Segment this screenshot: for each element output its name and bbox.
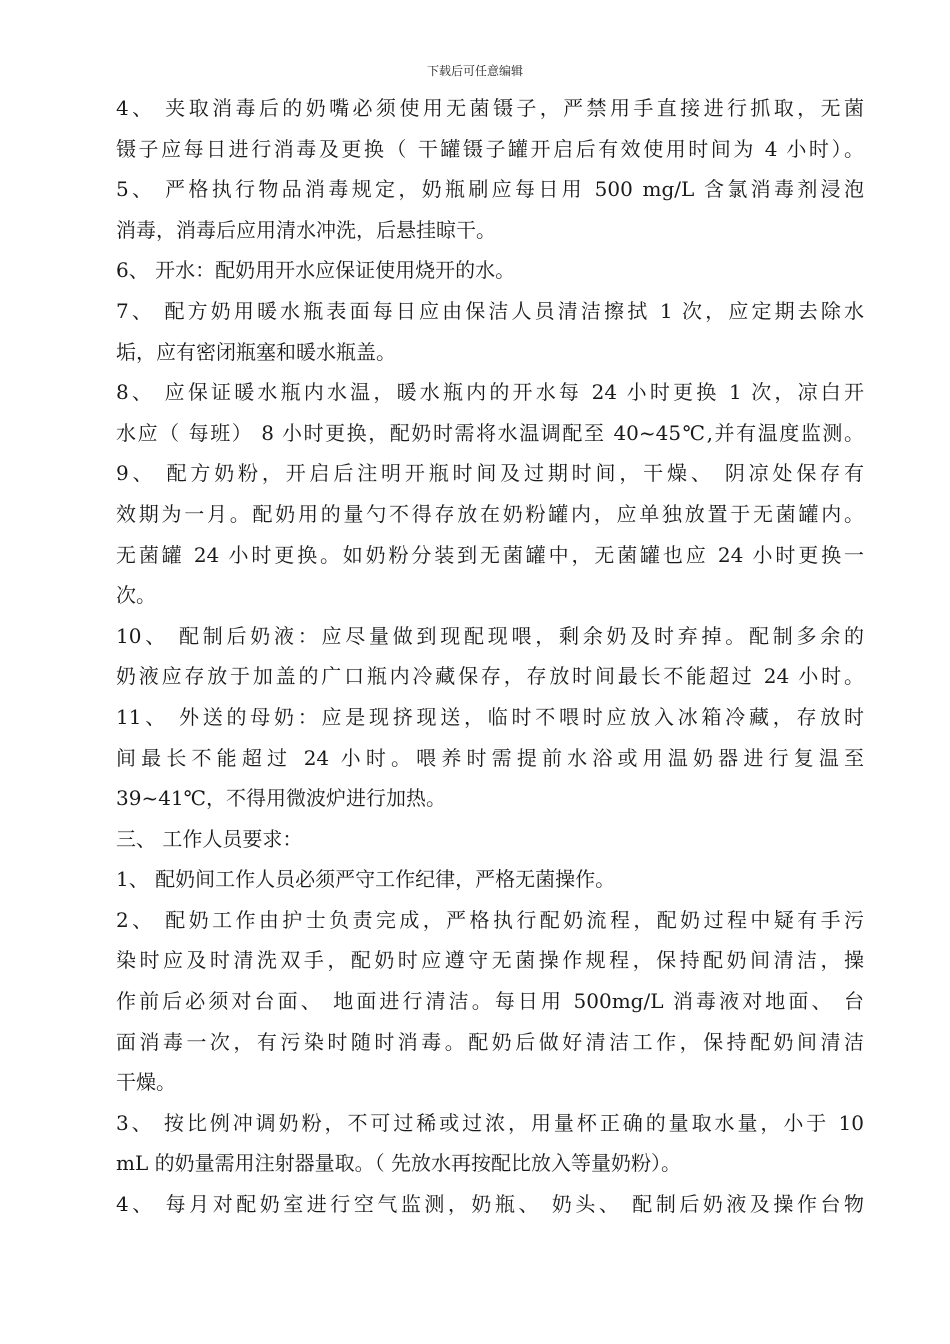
text-line: 11、 外送的母奶：应是现挤现送，临时不喂时应放入冰箱冷藏，存放时 (116, 704, 864, 729)
text-line: 作前后必须对台面、 地面进行清洁。每日用 500mg/L 消毒液对地面、 台 (116, 989, 864, 1014)
section-heading: 三、 工作人员要求： (116, 826, 303, 851)
text-line: 奶液应存放于加盖的广口瓶内冷藏保存，存放时间最长不能超过 24 小时。 (116, 664, 864, 689)
text-line: mL 的奶量需用注射器量取。（ 先放水再按配比放入等量奶粉）。 (116, 1151, 681, 1176)
text-line: 效期为一月。配奶用的量勺不得存放在奶粉罐内，应单独放置于无菌罐内。 (116, 501, 864, 526)
text-line: 干燥。 (116, 1070, 176, 1095)
text-line: 7、 配方奶用暖水瓶表面每日应由保洁人员清洁擦拭 1 次，应定期去除水 (116, 298, 864, 323)
text-line: 面消毒一次，有污染时随时消毒。配奶后做好清洁工作，保持配奶间清洁 (116, 1029, 864, 1054)
text-line: 39~41℃，不得用微波炉进行加热。 (116, 786, 447, 811)
text-line: 间最长不能超过 24 小时。喂养时需提前水浴或用温奶器进行复温至 (116, 745, 864, 770)
text-line: 次。 (116, 583, 156, 608)
text-line: 9、 配方奶粉，开启后注明开瓶时间及过期时间，干燥、 阴凉处保存有 (116, 461, 864, 486)
text-line: 水应（ 每班） 8 小时更换，配奶时需将水温调配至 40~45℃,并有温度监测。 (116, 420, 864, 445)
text-line: 2、 配奶工作由护士负责完成，严格执行配奶流程，配奶过程中疑有手污 (116, 907, 864, 932)
page-header: 下载后可任意编辑 (426, 64, 523, 78)
document-body (116, 88, 864, 1225)
text-line: 垢，应有密闭瓶塞和暖水瓶盖。 (116, 339, 396, 364)
text-line: 4、 每月对配奶室进行空气监测，奶瓶、 奶头、 配制后奶液及操作台物 (116, 1192, 864, 1217)
text-line: 6、 开水：配奶用开水应保证使用烧开的水。 (116, 258, 516, 283)
text-line: 4、 夹取消毒后的奶嘴必须使用无菌镊子，严禁用手直接进行抓取，无菌 (116, 96, 864, 120)
text-line: 无菌罐 24 小时更换。如奶粉分装到无菌罐中，无菌罐也应 24 小时更换一 (116, 542, 864, 567)
text-line: 3、 按比例冲调奶粉，不可过稀或过浓，用量杯正确的量取水量，小于 10 (116, 1110, 864, 1135)
text-line: 10、 配制后奶液：应尽量做到现配现喂，剩余奶及时弃掉。配制多余的 (116, 623, 864, 648)
text-line: 1、 配奶间工作人员必须严守工作纪律，严格无菌操作。 (116, 867, 616, 892)
text-line: 镊子应每日进行消毒及更换（ 干罐镊子罐开启后有效使用时间为 4 小时）。 (116, 136, 864, 161)
text-line: 8、 应保证暖水瓶内水温，暖水瓶内的开水每 24 小时更换 1 次，凉白开 (116, 380, 864, 405)
text-line: 染时应及时清洗双手，配奶时应遵守无菌操作规程，保持配奶间清洁，操 (116, 948, 864, 973)
text-line: 消毒，消毒后应用清水冲洗，后悬挂晾干。 (116, 217, 496, 242)
text-line: 5、 严格执行物品消毒规定，奶瓶刷应每日用 500 mg/L 含氯消毒剂浸泡 (116, 177, 864, 202)
